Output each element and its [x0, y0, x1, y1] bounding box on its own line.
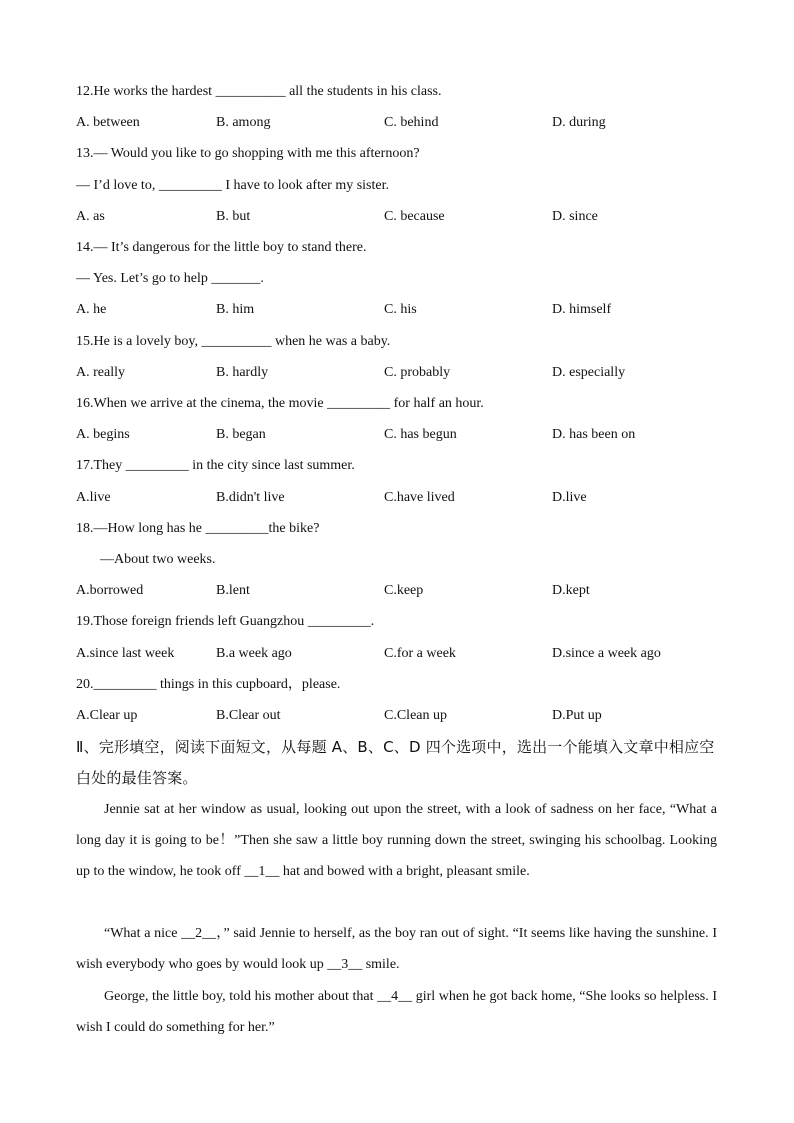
q17-option-b: B.didn't live	[216, 490, 285, 505]
q18-option-c: C.keep	[384, 583, 424, 598]
q17-option-a: A.live	[76, 490, 111, 505]
q14-option-a: A. he	[76, 302, 107, 317]
q14-option-d: D. himself	[552, 302, 612, 317]
q15-option-a: A. really	[76, 365, 125, 380]
q15-option-c: C. probably	[384, 365, 451, 380]
question-12-stem: 12.He works the hardest __________ all the students in his class.	[76, 84, 442, 99]
q19-option-c: C.for a week	[384, 646, 456, 661]
question-13-response: — I’d love to, _________ I have to look after my sister.	[76, 178, 389, 193]
q12-option-a: A. between	[76, 115, 140, 130]
q12-option-b: B. among	[216, 115, 271, 130]
passage-paragraph-3: George, the little boy, told his mother about that __4__ girl when he got back home, “She looks so helpless. I wish I could do something for her.”	[76, 989, 717, 1035]
question-14-response: — Yes. Let’s go to help _______.	[76, 271, 264, 286]
q12-option-d: D. during	[552, 115, 606, 130]
question-14-stem: 14.— It’s dangerous for the little boy to stand there.	[76, 240, 367, 255]
question-13-stem: 13.— Would you like to go shopping with me this afternoon?	[76, 146, 420, 161]
q20-option-d: D.Put up	[552, 708, 602, 723]
section-instructions: Ⅱ、完形填空，阅读下面短文，从每题 A、B、C、D 四个选项中，选出一个能填入文章中相应空白处的最佳答案。	[76, 738, 715, 787]
passage-paragraph-2: “What a nice __2__，” said Jennie to herself, as the boy ran out of sight. “It seems like having the sunshine. I wish everybody who goes by would look up __3__ smile.	[76, 926, 717, 972]
q18-option-a: A.borrowed	[76, 583, 144, 598]
q15-option-d: D. especially	[552, 365, 626, 380]
q14-option-b: B. him	[216, 302, 255, 317]
q16-option-a: A. begins	[76, 427, 130, 442]
question-18-stem: 18.—How long has he _________the bike?	[76, 521, 320, 536]
q16-option-d: D. has been on	[552, 427, 636, 442]
q16-option-c: C. has begun	[384, 427, 457, 442]
passage-paragraph-1: Jennie sat at her window as usual, looking out upon the street, with a look of sadness on her face, “What a long day it is going to be！”Then she saw a little boy running down the street, swinging his schoolbag. Looking up to the window, he took off __1__ hat and bowed with a bright, pleasant smile.	[76, 802, 717, 879]
q15-option-b: B. hardly	[216, 365, 269, 380]
q14-option-c: C. his	[384, 302, 417, 317]
q13-option-d: D. since	[552, 209, 598, 224]
q20-option-a: A.Clear up	[76, 708, 138, 723]
q19-option-b: B.a week ago	[216, 646, 292, 661]
question-15-stem: 15.He is a lovely boy, __________ when he was a baby.	[76, 334, 391, 349]
q19-option-a: A.since last week	[76, 646, 175, 661]
q13-option-a: A. as	[76, 209, 105, 224]
q16-option-b: B. began	[216, 427, 266, 442]
q17-option-c: C.have lived	[384, 490, 455, 505]
q18-option-b: B.lent	[216, 583, 250, 598]
q12-option-c: C. behind	[384, 115, 439, 130]
q13-option-c: C. because	[384, 209, 445, 224]
question-19-stem: 19.Those foreign friends left Guangzhou _________.	[76, 614, 375, 629]
q13-option-b: B. but	[216, 209, 251, 224]
question-18-response: —About two weeks.	[100, 552, 216, 567]
q17-option-d: D.live	[552, 490, 587, 505]
q18-option-d: D.kept	[552, 583, 590, 598]
q19-option-d: D.since a week ago	[552, 646, 661, 661]
question-16-stem: 16.When we arrive at the cinema, the movie _________ for half an hour.	[76, 396, 484, 411]
question-17-stem: 17.They _________ in the city since last summer.	[76, 458, 355, 473]
q20-option-c: C.Clean up	[384, 708, 447, 723]
question-20-stem: 20._________ things in this cupboard，please.	[76, 677, 341, 692]
q20-option-b: B.Clear out	[216, 708, 281, 723]
